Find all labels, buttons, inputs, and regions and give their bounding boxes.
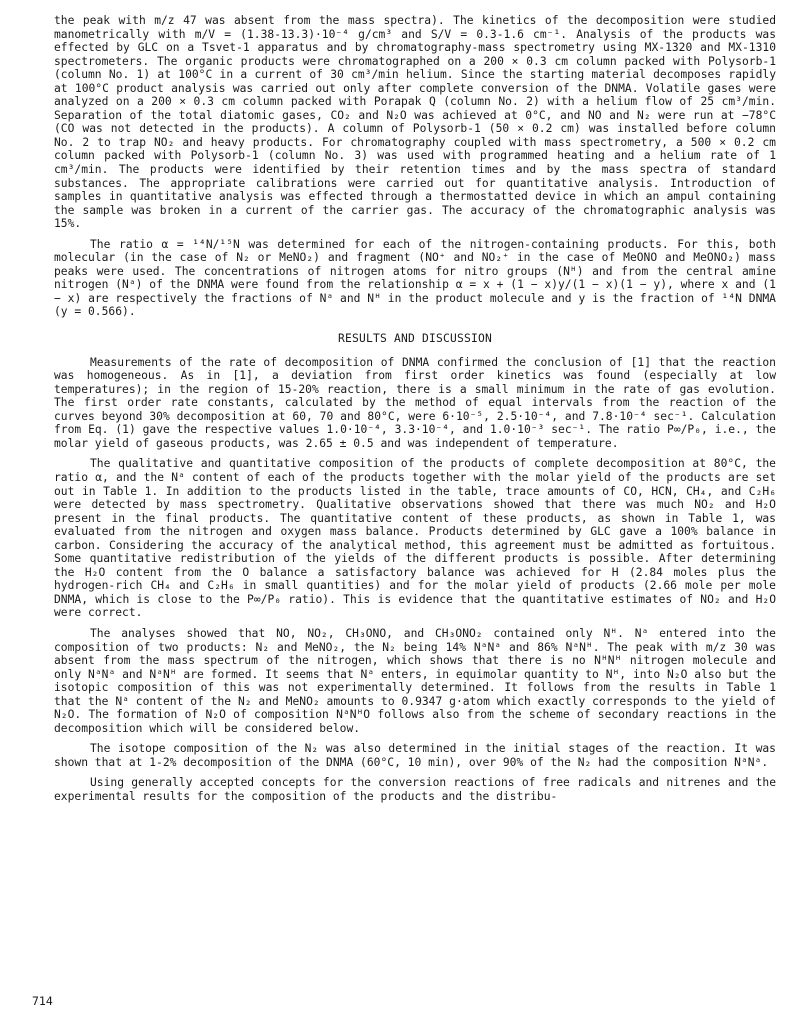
paragraph-initial-stages: The isotope composition of the N₂ was also determined in the initial stages of the reaction. It was shown that at 1-2% decomposition of the DNMA (60°C, 10 min), over 90% of the N₂ had the composition NᵃNᵃ. (54, 742, 776, 769)
paragraph-nitrogen-analysis: The analyses showed that NO, NO₂, CH₃ONO, and CH₃ONO₂ contained only Nᴴ. Nᵃ entered into the composition of two products: N₂ and MeNO₂, the N₂ being 14% NᵃNᵃ and 86% NᵃNᴴ. The peak with m/z 30 was absent from the mass spectrum of the nitrogen, which shows that there is no NᴴNᴴ nitrogen molecule and only NᵃNᵃ and NᵃNᴴ are formed. It seems that Nᵃ enters, in equimolar quantity to Nᴴ, into N₂O also but the isotopic composition of this was not experimentally determined. It follows from the results in Table 1 that the Nᵃ content of the N₂ and MeNO₂ amounts to 0.9347 g·atom which exactly corresponds to the yield of N₂O. The formation of N₂O of composition NᵃNᴴO follows also from the scheme of secondary reactions in the decomposition which will be considered below. (54, 626, 776, 735)
paragraph-radical-concepts: Using generally accepted concepts for the conversion reactions of free radicals and nitrenes and the experimental results for the composition of the products and the distribu- (54, 776, 776, 803)
document-page (54, 14, 776, 811)
page-number: 714 (32, 994, 53, 1008)
paragraph-rate-measurements: Measurements of the rate of decomposition of DNMA confirmed the conclusion of [1] that the reaction was homogeneous. As in [1], a deviation from first order kinetics was found (especially at low temperatures); in the region of 15-20% reaction, there is a small minimum in the rate of gas evolution. The first order rate constants, calculated by the method of equal intervals from the reaction of the curves beyond 30% decomposition at 60, 70 and 80°C, were 6·10⁻⁵, 2.5·10⁻⁴, and 7.8·10⁻⁴ sec⁻¹. Calculation from Eq. (1) gave the respective values 1.0·10⁻⁴, 3.3·10⁻⁴, and 1.0·10⁻³ sec⁻¹. The ratio P∞/P₀, i.e., the molar yield of gaseous products, was 2.65 ± 0.5 and was independent of temperature. (54, 355, 776, 450)
section-heading: RESULTS AND DISCUSSION (337, 332, 493, 346)
paragraph-methods: the peak with m/z 47 was absent from the mass spectra). The kinetics of the decomposition were studied manometrically with m/V = (1.38-13.3)·10⁻⁴ g/cm³ and S/V = 0.3-1.6 cm⁻¹. Analysis of the products was effected by GLC on a Tsvet-1 apparatus and by chromatography-mass spectrometry using MX-1320 and MX-1310 spectrometers. The organic products were chromatographed on a 200 × 0.3 cm column packed with Polysorb-1 (column No. 1) at 100°C in a current of 30 cm³/min helium. Since the starting material decomposes rapidly at 100°C product analysis was carried out only after complete conversion of the DNMA. Volatile gases were analyzed on a 200 × 0.3 cm column packed with Porapak Q (column No. 2) with a helium flow of 25 cm³/min. Separation of the total diatomic gases, CO₂ and N₂O was achieved at 0°C, and NO and N₂ were run at −78°C (CO was not detected in the products). A column of Polysorb-1 (50 × 0.2 cm) was installed before column No. 2 to trap NO₂ and heavy products. For chromatography coupled with mass spectrometry, a 500 × 0.2 cm column packed with Polysorb-1 (column No. 3) was used with programmed heating and a helium rate of 1 cm³/min. The products were identified by their retention times and by the mass spectra of standard substances. The appropriate calibrations were carried out for quantitative analysis. Introduction of samples in quantitative analysis was effected through a thermostatted device in which an ampul containing the sample was broken in a current of the carrier gas. The accuracy of the chromatographic analysis was 15%. (54, 14, 776, 231)
paragraph-product-composition: The qualitative and quantitative composition of the products of complete decomposition at 80°C, the ratio α, and the Nᵃ content of each of the products together with the molar yield of the products are set out in Table 1. In addition to the products listed in the table, trace amounts of CO, HCN, CH₄, and C₂H₆ were detected by mass spectrometry. Qualitative observations showed that there was much NO₂ and H₂O present in the final products. The quantitative content of these products, as shown in Table 1, was evaluated from the nitrogen and oxygen mass balance. Products determined by GLC gave a 100% balance in carbon. Considering the accuracy of the analytical method, this agreement must be admitted as fortuitous. Some quantitative redistribution of the yields of the different products is possible. After determining the H₂O content from the O balance a satisfactory balance was achieved for H (2.84 moles plus the hydrogen-rich CH₄ and C₂H₆ in small quantities) and for the molar yield of products (2.66 mole per mole DNMA, which is close to the P∞/P₀ ratio). This is evidence that the quantitative estimates of NO₂ and H₂O were correct. (54, 457, 776, 620)
paragraph-isotope-ratio: The ratio α = ¹⁴N/¹⁵N was determined for each of the nitrogen-containing products. For this, both molecular (in the case of N₂ or MeNO₂) and fragment (NO⁺ and NO₂⁺ in the case of MeONO and MeONO₂) mass peaks were used. The concentrations of nitrogen atoms for nitro groups (Nᴴ) and from the central amine nitrogen (Nᵃ) of the DNMA were found from the relationship α = x + (1 − x)y/(1 − x)(1 − y), where x and (1 − x) are respectively the fractions of Nᵃ and Nᴴ in the product molecule and y is the fraction of ¹⁴N DNMA (y = 0.566). (54, 237, 776, 319)
